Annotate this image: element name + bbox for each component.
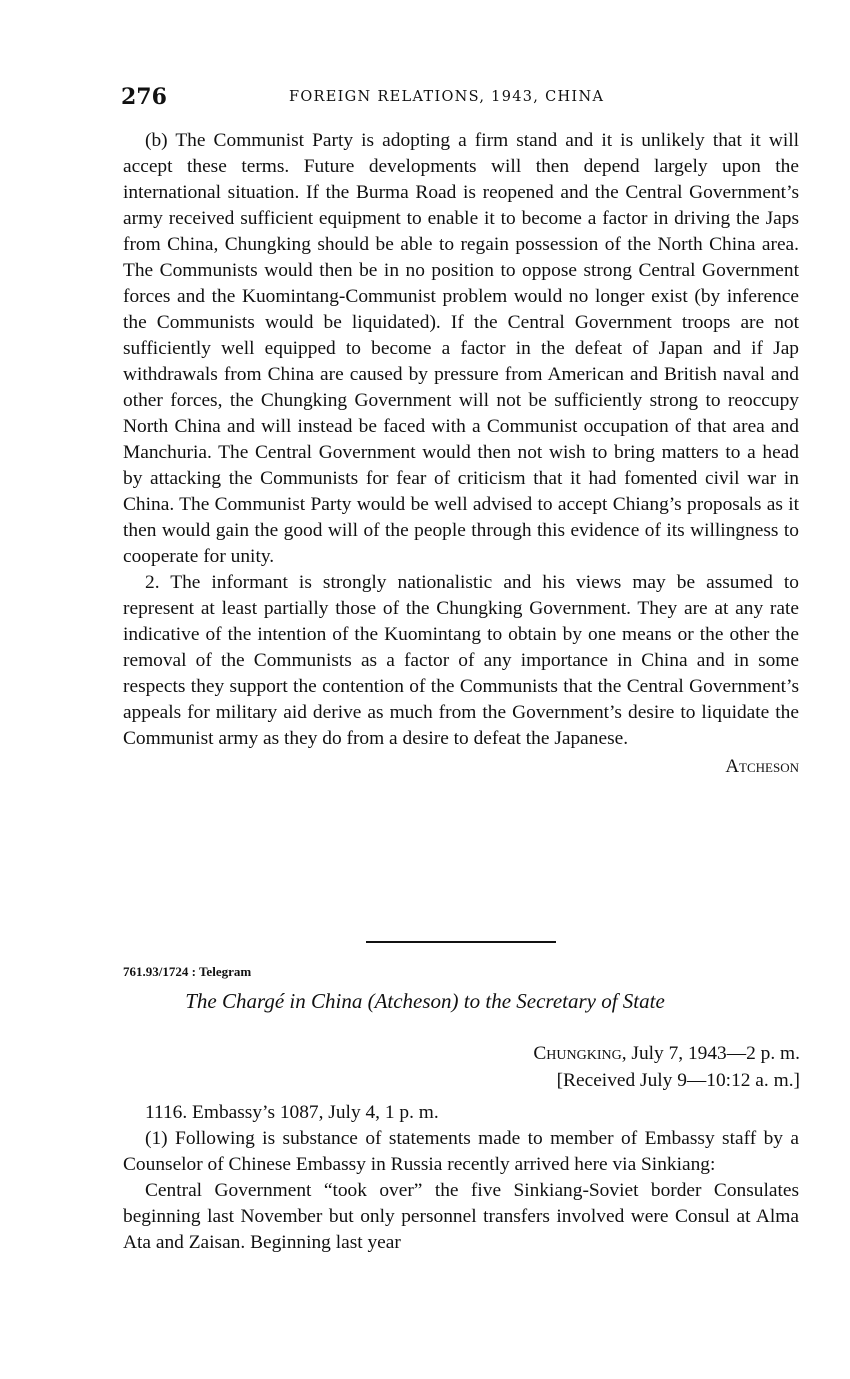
- page-number: 276: [121, 84, 167, 110]
- document-title: The Chargé in China (Atcheson) to the Secretary of State: [185, 989, 665, 1013]
- page-header: [121, 84, 801, 114]
- dateline-sent: [533, 1040, 800, 1067]
- section-1-body: [123, 128, 799, 780]
- section-divider: [366, 941, 556, 943]
- dateline-date: July 7, 1943—2 p. m.: [626, 1043, 800, 1064]
- paragraph-1: (1) Following is substance of statements made to member of Embassy staff by a Counselor of Chinese Embassy in Russia recently arrived here via Sinkiang:: [123, 1128, 799, 1175]
- running-title: FOREIGN RELATIONS, 1943, CHINA: [289, 89, 605, 105]
- telegram-reference: 1116. Embassy’s 1087, July 4, 1 p. m.: [145, 1102, 439, 1123]
- signature: Atcheson: [725, 756, 799, 777]
- dateline-place: Chungking,: [533, 1043, 627, 1064]
- dateline: [533, 1040, 800, 1094]
- paragraph-b: (b) The Communist Party is adopting a firm stand and it is unlikely that it will accept these terms. Future developments will then depend largely upon the international situation. If the Burma Road is reopened and the Central Government’s army received sufficient equipment to enable it to become a factor in driving the Japs from China, Chungking should be able to regain possession of the North China area. The Communists would then be in no position to oppose strong Central Government forces and the Kuomintang-Communist problem would no longer exist (by inference the Communists would be liquidated). If the Central Government troops are not sufficiently well equipped to become a factor in the defeat of Japan and if Jap withdrawals from China are caused by pressure from American and British naval and other forces, the Chungking Government will not be sufficiently strong to reoccupy North China and will instead be faced with a Communist occupation of that area and Manchuria. The Central Government would then not wish to bring matters to a head by attacking the Communists for fear of criticism that it had fomented civil war in China. The Communist Party would be well advised to accept Chiang’s proposals as it then would gain the good will of the people through this evidence of its willingness to cooperate for unity.: [123, 130, 799, 567]
- paragraph-body: Central Government “took over” the five Sinkiang-Soviet border Consulates beginning last November but only personnel transfers involved were Consul at Alma Ata and Zaisan. Beginning last year: [123, 1180, 799, 1253]
- dateline-received: [Received July 9—10:12 a. m.]: [556, 1070, 800, 1091]
- document-2-body: [123, 1100, 799, 1256]
- paragraph-2: 2. The informant is strongly nationalistic and his views may be assumed to represent at least partially those of the Chungking Government. They are at any rate indicative of the intention of the Kuomintang to obtain by one means or the other the removal of the Communists as a factor of any importance in China and in some respects they support the contention of the Communists that the Central Government’s appeals for military aid derive as much from the Government’s desire to liquidate the Communist army as they do from a desire to defeat the Japanese.: [123, 572, 799, 749]
- file-reference: 761.93/1724 : Telegram: [123, 964, 252, 979]
